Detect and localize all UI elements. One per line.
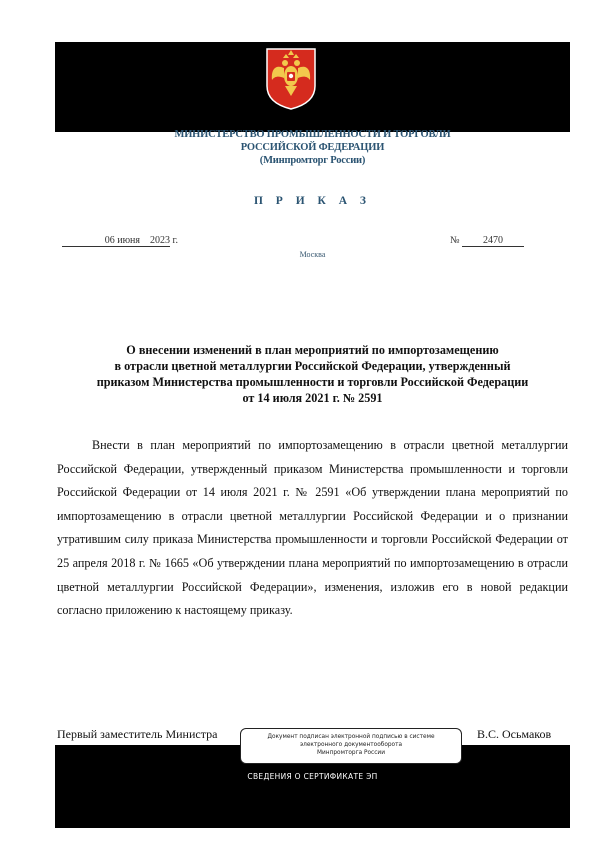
ministry-short-name: (Минпромторг России) — [259, 155, 366, 166]
order-body-paragraph: Внести в план мероприятий по импортозамещению в отрасли цветной металлургии Российской Федерации, утвержденный приказом Министерства промышленности и торговли Российской Федерации от 14 июля 2021 г. № 2591 «Об утверждении плана мероприятий по импортозамещению в отрасли цветной металлургии Российской Федерации и о признании утратившим силу приказа Министерства промышленности и торговли Российской Федерации от 25 апреля 2018 г. № 1665 «Об утверждении плана мероприятий по импортозамещению в отрасли цветной металлургии Российской Федерации», изменения, изложив его в новой редакции согласно приложению к настоящему приказу. — [57, 438, 568, 618]
electronic-signature-stamp — [240, 728, 462, 764]
order-number-value: 2470 — [462, 235, 524, 247]
order-city: Москва — [299, 250, 326, 259]
order-date-year-suffix: г. — [172, 235, 178, 246]
order-number — [450, 235, 524, 247]
order-date-day-month: 06 июня — [62, 235, 142, 247]
stamp-line-3: Минпромторга России — [317, 750, 385, 756]
subject-line-3: приказом Министерства промышленности и торговли Российской Федерации — [96, 375, 529, 389]
signatory-name: В.С. Осьмаков — [477, 727, 552, 741]
order-date — [62, 235, 178, 247]
ministry-header — [55, 128, 570, 167]
russian-coat-of-arms-icon — [263, 46, 319, 110]
stamp-line-1: Документ подписан электронной подписью в системе — [267, 734, 435, 740]
order-subject — [70, 342, 555, 406]
subject-line-4: от 14 июля 2021 г. № 2591 — [242, 391, 383, 405]
order-date-year: 2023 — [142, 235, 170, 247]
ministry-name-line1: МИНИСТЕРСТВО ПРОМЫШЛЕННОСТИ И ТОРГОВЛИ — [174, 129, 451, 140]
subject-line-2: в отрасли цветной металлургии Российской Федерации, утвержденный — [114, 359, 511, 373]
signatory-position: Первый заместитель Министра — [57, 727, 218, 741]
document-type-title: П Р И К А З — [253, 195, 371, 207]
stamp-line-2: электронного документооборота — [299, 742, 403, 748]
ministry-name-line2: РОССИЙСКОЙ ФЕДЕРАЦИИ — [240, 142, 385, 153]
certificate-info-title: СВЕДЕНИЯ О СЕРТИФИКАТЕ ЭП — [247, 772, 378, 781]
subject-line-1: О внесении изменений в план мероприятий по импортозамещению — [126, 343, 499, 357]
order-number-prefix: № — [450, 235, 460, 246]
